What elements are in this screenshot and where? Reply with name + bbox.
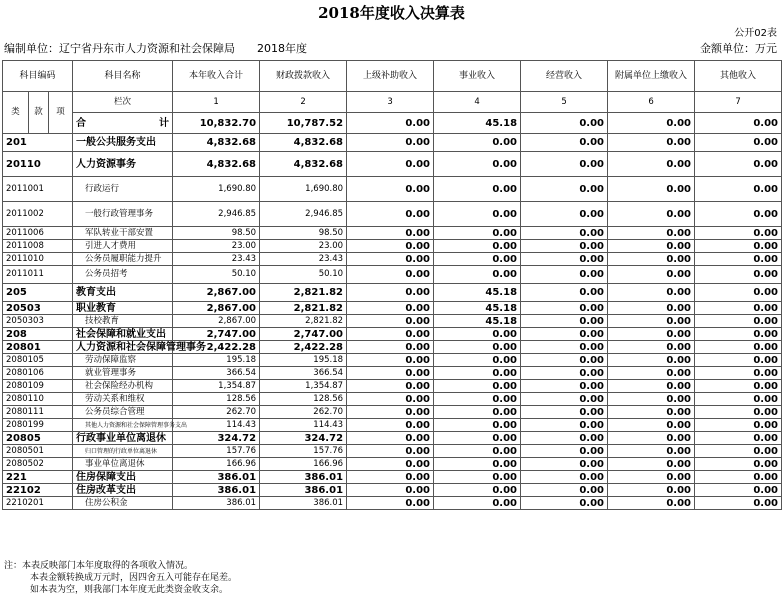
table-row [3, 134, 782, 152]
row-subject-code: 2080105 [3, 354, 73, 367]
table-row [3, 240, 782, 253]
row-value-7: 0.00 [695, 227, 782, 240]
row-value-1: 2,747.00 [173, 328, 260, 341]
row-value-5: 0.00 [521, 471, 608, 484]
col-number-3: 3 [347, 92, 434, 113]
row-value-5: 0.00 [521, 393, 608, 406]
row-value-5: 0.00 [521, 328, 608, 341]
row-value-7: 0.00 [695, 328, 782, 341]
row-value-7: 0.00 [695, 497, 782, 510]
row-value-2: 166.96 [260, 458, 347, 471]
table-row [3, 380, 782, 393]
row-value-6: 0.00 [608, 406, 695, 419]
row-value-4: 0.00 [434, 484, 521, 497]
row-value-4: 0.00 [434, 393, 521, 406]
row-subject-code: 2080106 [3, 367, 73, 380]
row-value-2: 366.54 [260, 367, 347, 380]
row-subject-name: 引进人才费用 [73, 240, 173, 253]
row-value-3: 0.00 [347, 380, 434, 393]
total-value-1: 10,832.70 [173, 113, 260, 134]
row-value-2: 157.76 [260, 445, 347, 458]
header-col-5: 经营收入 [521, 61, 608, 92]
row-value-4: 0.00 [434, 253, 521, 266]
table-row [3, 393, 782, 406]
row-value-2: 23.00 [260, 240, 347, 253]
table-row [3, 315, 782, 328]
table-row [3, 266, 782, 284]
row-subject-code: 201 [3, 134, 73, 152]
row-value-5: 0.00 [521, 302, 608, 315]
row-subject-code: 20503 [3, 302, 73, 315]
row-value-5: 0.00 [521, 484, 608, 497]
row-value-3: 0.00 [347, 202, 434, 227]
row-value-7: 0.00 [695, 458, 782, 471]
row-value-2: 2,821.82 [260, 302, 347, 315]
header-subject-name: 科目名称 [73, 61, 173, 92]
row-value-3: 0.00 [347, 227, 434, 240]
row-value-7: 0.00 [695, 445, 782, 458]
row-subject-name: 其他人力资源和社会保障管理事务支出 [73, 419, 173, 432]
row-subject-code: 20110 [3, 152, 73, 177]
row-value-1: 2,867.00 [173, 284, 260, 302]
row-value-5: 0.00 [521, 341, 608, 354]
row-value-2: 2,821.82 [260, 315, 347, 328]
row-value-5: 0.00 [521, 380, 608, 393]
row-value-7: 0.00 [695, 253, 782, 266]
row-subject-name: 人力资源事务 [73, 152, 173, 177]
header-col-4: 事业收入 [434, 61, 521, 92]
row-value-2: 1,690.80 [260, 177, 347, 202]
row-subject-name: 职业教育 [73, 302, 173, 315]
table-row [3, 406, 782, 419]
row-value-6: 0.00 [608, 445, 695, 458]
row-subject-code: 2011001 [3, 177, 73, 202]
row-subject-code: 2011006 [3, 227, 73, 240]
row-subject-code: 205 [3, 284, 73, 302]
total-value-7: 0.00 [695, 113, 782, 134]
row-subject-code: 2210201 [3, 497, 73, 510]
header-col-7: 其他收入 [695, 61, 782, 92]
row-value-2: 114.43 [260, 419, 347, 432]
row-value-6: 0.00 [608, 341, 695, 354]
row-subject-name: 公务员招考 [73, 266, 173, 284]
row-subject-name: 一般公共服务支出 [73, 134, 173, 152]
row-value-3: 0.00 [347, 354, 434, 367]
row-value-6: 0.00 [608, 177, 695, 202]
row-value-6: 0.00 [608, 367, 695, 380]
table-code: 公开02表 [734, 28, 777, 39]
row-value-1: 2,946.85 [173, 202, 260, 227]
row-value-4: 0.00 [434, 458, 521, 471]
income-table [2, 60, 782, 510]
row-subject-code: 2011002 [3, 202, 73, 227]
row-value-2: 1,354.87 [260, 380, 347, 393]
row-value-5: 0.00 [521, 497, 608, 510]
row-subject-name: 住房改革支出 [73, 484, 173, 497]
row-value-6: 0.00 [608, 284, 695, 302]
row-value-5: 0.00 [521, 134, 608, 152]
row-value-5: 0.00 [521, 266, 608, 284]
row-value-4: 0.00 [434, 152, 521, 177]
row-value-6: 0.00 [608, 484, 695, 497]
row-value-1: 98.50 [173, 227, 260, 240]
row-value-5: 0.00 [521, 177, 608, 202]
table-row [3, 202, 782, 227]
row-value-4: 0.00 [434, 497, 521, 510]
row-value-1: 195.18 [173, 354, 260, 367]
row-value-6: 0.00 [608, 202, 695, 227]
row-value-6: 0.00 [608, 227, 695, 240]
row-value-4: 0.00 [434, 134, 521, 152]
row-value-1: 262.70 [173, 406, 260, 419]
row-value-6: 0.00 [608, 393, 695, 406]
row-value-5: 0.00 [521, 367, 608, 380]
row-value-5: 0.00 [521, 419, 608, 432]
total-value-3: 0.00 [347, 113, 434, 134]
row-value-2: 2,946.85 [260, 202, 347, 227]
row-value-6: 0.00 [608, 315, 695, 328]
row-value-6: 0.00 [608, 471, 695, 484]
row-subject-code: 20805 [3, 432, 73, 445]
row-value-3: 0.00 [347, 484, 434, 497]
row-value-2: 4,832.68 [260, 134, 347, 152]
col-number-2: 2 [260, 92, 347, 113]
row-value-2: 2,821.82 [260, 284, 347, 302]
table-row [3, 432, 782, 445]
row-value-7: 0.00 [695, 354, 782, 367]
row-subject-name: 住房公积金 [73, 497, 173, 510]
row-value-4: 45.18 [434, 302, 521, 315]
table-row [3, 152, 782, 177]
row-value-7: 0.00 [695, 134, 782, 152]
row-subject-name: 军队转业干部安置 [73, 227, 173, 240]
row-value-6: 0.00 [608, 328, 695, 341]
row-value-7: 0.00 [695, 202, 782, 227]
row-subject-name: 住房保障支出 [73, 471, 173, 484]
row-subject-code: 2011008 [3, 240, 73, 253]
row-value-1: 386.01 [173, 484, 260, 497]
row-value-3: 0.00 [347, 393, 434, 406]
compiling-unit: 编制单位：辽宁省丹东市人力资源和社会保障局 2018年度 [4, 42, 307, 55]
row-value-7: 0.00 [695, 302, 782, 315]
row-value-1: 2,867.00 [173, 302, 260, 315]
row-value-4: 0.00 [434, 432, 521, 445]
row-subject-name: 公务员履职能力提升 [73, 253, 173, 266]
row-value-1: 128.56 [173, 393, 260, 406]
row-value-3: 0.00 [347, 458, 434, 471]
row-subject-name: 行政事业单位离退休 [73, 432, 173, 445]
row-value-4: 0.00 [434, 419, 521, 432]
row-value-2: 2,422.28 [260, 341, 347, 354]
note-line: 本表金额转换成万元时，因四舍五入可能存在尾差。 [30, 573, 238, 583]
row-value-7: 0.00 [695, 393, 782, 406]
row-value-7: 0.00 [695, 432, 782, 445]
row-subject-code: 20801 [3, 341, 73, 354]
row-value-1: 50.10 [173, 266, 260, 284]
row-value-1: 4,832.68 [173, 152, 260, 177]
table-row [3, 458, 782, 471]
row-value-2: 98.50 [260, 227, 347, 240]
header-kuan: 款 [29, 92, 49, 134]
total-value-4: 45.18 [434, 113, 521, 134]
total-label: 合 计 [73, 113, 173, 134]
row-subject-code: 221 [3, 471, 73, 484]
row-value-4: 0.00 [434, 354, 521, 367]
row-value-7: 0.00 [695, 315, 782, 328]
row-value-3: 0.00 [347, 177, 434, 202]
page-title: 2018年度收入决算表 [318, 4, 465, 22]
row-subject-name: 技校教育 [73, 315, 173, 328]
row-value-1: 366.54 [173, 367, 260, 380]
row-value-2: 324.72 [260, 432, 347, 445]
row-value-5: 0.00 [521, 152, 608, 177]
row-value-3: 0.00 [347, 328, 434, 341]
row-subject-name: 社会保障和就业支出 [73, 328, 173, 341]
table-row [3, 328, 782, 341]
table-notes [4, 560, 237, 596]
row-value-3: 0.00 [347, 419, 434, 432]
row-subject-name: 就业管理事务 [73, 367, 173, 380]
row-value-6: 0.00 [608, 152, 695, 177]
table-row [3, 177, 782, 202]
row-value-3: 0.00 [347, 497, 434, 510]
row-value-7: 0.00 [695, 471, 782, 484]
row-value-6: 0.00 [608, 380, 695, 393]
table-row [3, 419, 782, 432]
row-subject-name: 归口管理的行政单位离退休 [73, 445, 173, 458]
row-value-5: 0.00 [521, 458, 608, 471]
row-value-4: 0.00 [434, 406, 521, 419]
row-value-7: 0.00 [695, 419, 782, 432]
table-row [3, 471, 782, 484]
row-subject-code: 2080502 [3, 458, 73, 471]
row-value-5: 0.00 [521, 227, 608, 240]
col-number-4: 4 [434, 92, 521, 113]
row-value-3: 0.00 [347, 315, 434, 328]
row-value-7: 0.00 [695, 177, 782, 202]
row-value-4: 0.00 [434, 341, 521, 354]
row-value-4: 0.00 [434, 328, 521, 341]
row-value-1: 1,690.80 [173, 177, 260, 202]
header-col-2: 财政拨款收入 [260, 61, 347, 92]
row-value-4: 0.00 [434, 471, 521, 484]
row-subject-name: 劳动保障监察 [73, 354, 173, 367]
table-row [3, 341, 782, 354]
row-value-7: 0.00 [695, 406, 782, 419]
row-value-5: 0.00 [521, 284, 608, 302]
amount-unit: 金额单位：万元 [700, 42, 777, 55]
row-value-6: 0.00 [608, 354, 695, 367]
row-subject-name: 人力资源和社会保障管理事务 [73, 341, 173, 354]
row-value-3: 0.00 [347, 134, 434, 152]
row-value-5: 0.00 [521, 253, 608, 266]
row-value-3: 0.00 [347, 152, 434, 177]
col-number-6: 6 [608, 92, 695, 113]
row-value-6: 0.00 [608, 458, 695, 471]
row-value-7: 0.00 [695, 341, 782, 354]
header-col-1: 本年收入合计 [173, 61, 260, 92]
row-value-6: 0.00 [608, 253, 695, 266]
row-value-1: 23.00 [173, 240, 260, 253]
row-value-5: 0.00 [521, 406, 608, 419]
row-value-4: 0.00 [434, 202, 521, 227]
row-subject-name: 社会保险经办机构 [73, 380, 173, 393]
row-value-6: 0.00 [608, 266, 695, 284]
row-subject-code: 2011011 [3, 266, 73, 284]
row-subject-code: 22102 [3, 484, 73, 497]
header-lei: 类 [3, 92, 29, 134]
row-value-3: 0.00 [347, 284, 434, 302]
row-value-5: 0.00 [521, 432, 608, 445]
row-value-7: 0.00 [695, 240, 782, 253]
row-value-2: 386.01 [260, 484, 347, 497]
row-value-3: 0.00 [347, 367, 434, 380]
row-value-6: 0.00 [608, 419, 695, 432]
row-value-1: 386.01 [173, 471, 260, 484]
col-number-1: 1 [173, 92, 260, 113]
row-subject-name: 劳动关系和维权 [73, 393, 173, 406]
row-value-7: 0.00 [695, 266, 782, 284]
row-value-6: 0.00 [608, 134, 695, 152]
row-value-3: 0.00 [347, 302, 434, 315]
row-value-3: 0.00 [347, 240, 434, 253]
row-value-3: 0.00 [347, 266, 434, 284]
column-index-label: 栏次 [73, 92, 173, 113]
row-value-1: 2,422.28 [173, 341, 260, 354]
row-value-4: 45.18 [434, 284, 521, 302]
table-row [3, 497, 782, 510]
row-value-1: 4,832.68 [173, 134, 260, 152]
header-col-3: 上级补助收入 [347, 61, 434, 92]
row-value-7: 0.00 [695, 484, 782, 497]
row-value-2: 195.18 [260, 354, 347, 367]
row-value-1: 386.01 [173, 497, 260, 510]
note-line: 注：本表反映部门本年度取得的各项收入情况。 [4, 561, 194, 571]
row-value-5: 0.00 [521, 315, 608, 328]
row-value-1: 1,354.87 [173, 380, 260, 393]
row-value-2: 128.56 [260, 393, 347, 406]
row-value-5: 0.00 [521, 354, 608, 367]
row-value-1: 2,867.00 [173, 315, 260, 328]
table-row [3, 354, 782, 367]
row-value-1: 23.43 [173, 253, 260, 266]
row-subject-name: 行政运行 [73, 177, 173, 202]
row-value-2: 2,747.00 [260, 328, 347, 341]
row-value-7: 0.00 [695, 284, 782, 302]
row-value-5: 0.00 [521, 240, 608, 253]
row-value-3: 0.00 [347, 406, 434, 419]
row-value-5: 0.00 [521, 202, 608, 227]
header-col-6: 附属单位上缴收入 [608, 61, 695, 92]
row-value-2: 386.01 [260, 497, 347, 510]
row-subject-name: 教育支出 [73, 284, 173, 302]
row-value-1: 114.43 [173, 419, 260, 432]
row-value-4: 0.00 [434, 445, 521, 458]
row-subject-name: 事业单位离退休 [73, 458, 173, 471]
row-value-2: 50.10 [260, 266, 347, 284]
row-subject-name: 公务员综合管理 [73, 406, 173, 419]
row-subject-code: 2080111 [3, 406, 73, 419]
row-value-4: 0.00 [434, 367, 521, 380]
row-subject-name: 一般行政管理事务 [73, 202, 173, 227]
total-value-2: 10,787.52 [260, 113, 347, 134]
row-value-1: 324.72 [173, 432, 260, 445]
row-subject-code: 2050303 [3, 315, 73, 328]
col-number-7: 7 [695, 92, 782, 113]
row-value-2: 262.70 [260, 406, 347, 419]
row-value-4: 0.00 [434, 227, 521, 240]
table-row [3, 302, 782, 315]
row-value-1: 166.96 [173, 458, 260, 471]
row-subject-code: 2011010 [3, 253, 73, 266]
row-value-7: 0.00 [695, 380, 782, 393]
table-row [3, 284, 782, 302]
row-value-6: 0.00 [608, 432, 695, 445]
row-value-3: 0.00 [347, 341, 434, 354]
row-value-3: 0.00 [347, 471, 434, 484]
row-value-5: 0.00 [521, 445, 608, 458]
row-value-4: 0.00 [434, 177, 521, 202]
row-value-7: 0.00 [695, 367, 782, 380]
row-value-7: 0.00 [695, 152, 782, 177]
note-line: 如本表为空，则我部门本年度无此类资金收支余。 [30, 585, 229, 595]
row-value-2: 23.43 [260, 253, 347, 266]
col-number-5: 5 [521, 92, 608, 113]
table-row [3, 367, 782, 380]
row-subject-code: 2080109 [3, 380, 73, 393]
row-value-4: 0.00 [434, 380, 521, 393]
row-value-4: 0.00 [434, 266, 521, 284]
row-value-4: 45.18 [434, 315, 521, 328]
header-xiang: 项 [49, 92, 73, 134]
table-row [3, 445, 782, 458]
row-value-2: 4,832.68 [260, 152, 347, 177]
row-value-6: 0.00 [608, 240, 695, 253]
table-row [3, 227, 782, 240]
row-value-2: 386.01 [260, 471, 347, 484]
row-value-3: 0.00 [347, 445, 434, 458]
total-value-6: 0.00 [608, 113, 695, 134]
row-subject-code: 2080199 [3, 419, 73, 432]
row-subject-code: 2080501 [3, 445, 73, 458]
row-value-6: 0.00 [608, 497, 695, 510]
row-value-4: 0.00 [434, 240, 521, 253]
row-value-3: 0.00 [347, 253, 434, 266]
row-value-1: 157.76 [173, 445, 260, 458]
table-row [3, 253, 782, 266]
table-row [3, 484, 782, 497]
row-value-3: 0.00 [347, 432, 434, 445]
row-value-6: 0.00 [608, 302, 695, 315]
total-value-5: 0.00 [521, 113, 608, 134]
header-subject-code: 科目编码 [3, 61, 73, 92]
row-subject-code: 2080110 [3, 393, 73, 406]
row-subject-code: 208 [3, 328, 73, 341]
